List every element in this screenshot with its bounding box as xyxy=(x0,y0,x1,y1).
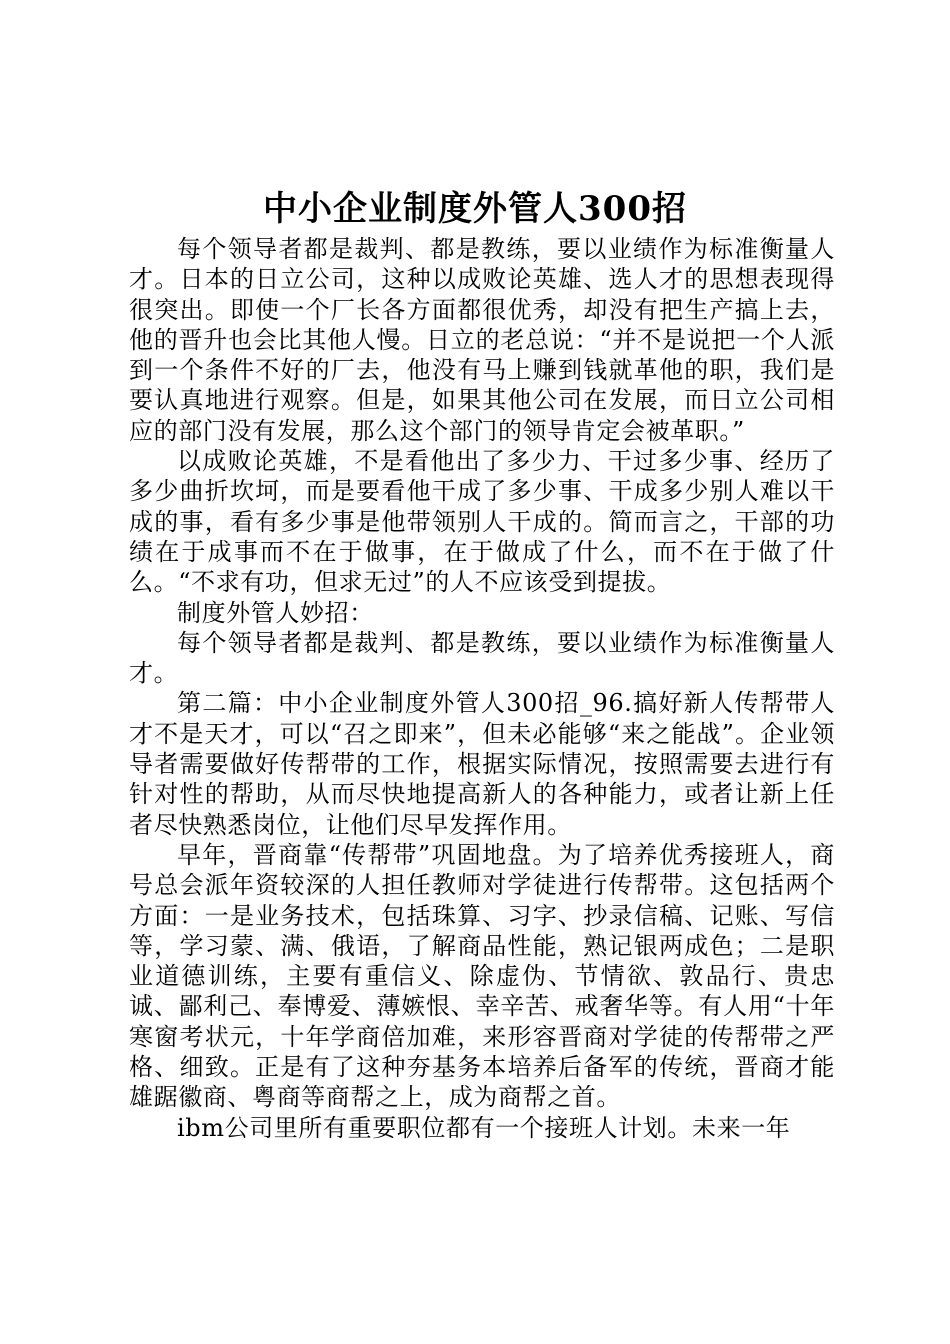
paragraph-5: 第二篇：中小企业制度外管人300招_96.搞好新人传帮带人才不是天才，可以“召之即来”，但未必能够“来之能战”。企业领导者需要做好传帮带的工作，根据实际情况，按照需要去进行有针对性的帮助，从而尽快地提高新人的各种能力，或者让新上任者尽快熟悉岗位，让他们尽早发挥作用。 xyxy=(129,689,835,839)
paragraph-4: 每个领导者都是裁判、都是教练，要以业绩作为标准衡量人才。 xyxy=(129,628,835,688)
paragraph-7: ibm公司里所有重要职位都有一个接班人计划。未来一年 xyxy=(177,1113,791,1142)
paragraph-3: 制度外管人妙招： xyxy=(177,598,374,627)
paragraph-2: 以成败论英雄，不是看他出了多少力、干过多少事、经历了多少曲折坎坷，而是要看他干成了多少事、干成多少别人难以干成的事，看有多少事是他带领别人干成的。简而言之，干部的功绩在于成事而不在于做事，在于做成了什么，而不在于做了什么。“不求有功，但求无过”的人不应该受到提拔。 xyxy=(129,447,835,597)
page-title: 中小企业制度外管人300招 xyxy=(263,189,687,229)
document-body xyxy=(129,234,835,1143)
paragraph-6: 早年，晋商靠“传帮带”巩固地盘。为了培养优秀接班人，商号总会派年资较深的人担任教师对学徒进行传帮带。这包括两个方面：一是业务技术，包括珠算、习字、抄录信稿、记账、写信等，学习蒙、满、俄语，了解商品性能，熟记银两成色；二是职业道德训练，主要有重信义、除虚伪、节情欲、敦品行、贵忠诚、鄙利己、奉博爱、薄嫉恨、幸辛苦、戒奢华等。有人用“十年寒窗考状元，十年学商倍加难，来形容晋商对学徒的传帮带之严格、细致。正是有了这种夯基务本培养后备军的传统，晋商才能雄踞徽商、粤商等商帮之上，成为商帮之首。 xyxy=(129,840,835,1112)
paragraph-1: 每个领导者都是裁判、都是教练，要以业绩作为标准衡量人才。日本的日立公司，这种以成败论英雄、选人才的思想表现得很突出。即使一个厂长各方面都很优秀，却没有把生产搞上去，他的晋升也会比其他人慢。日立的老总说：“并不是说把一个人派到一个条件不好的厂去，他没有马上赚到钱就革他的职，我们是要认真地进行观察。但是，如果其他公司在发展，而日立公司相应的部门没有发展，那么这个部门的领导肯定会被革职。” xyxy=(129,235,835,445)
